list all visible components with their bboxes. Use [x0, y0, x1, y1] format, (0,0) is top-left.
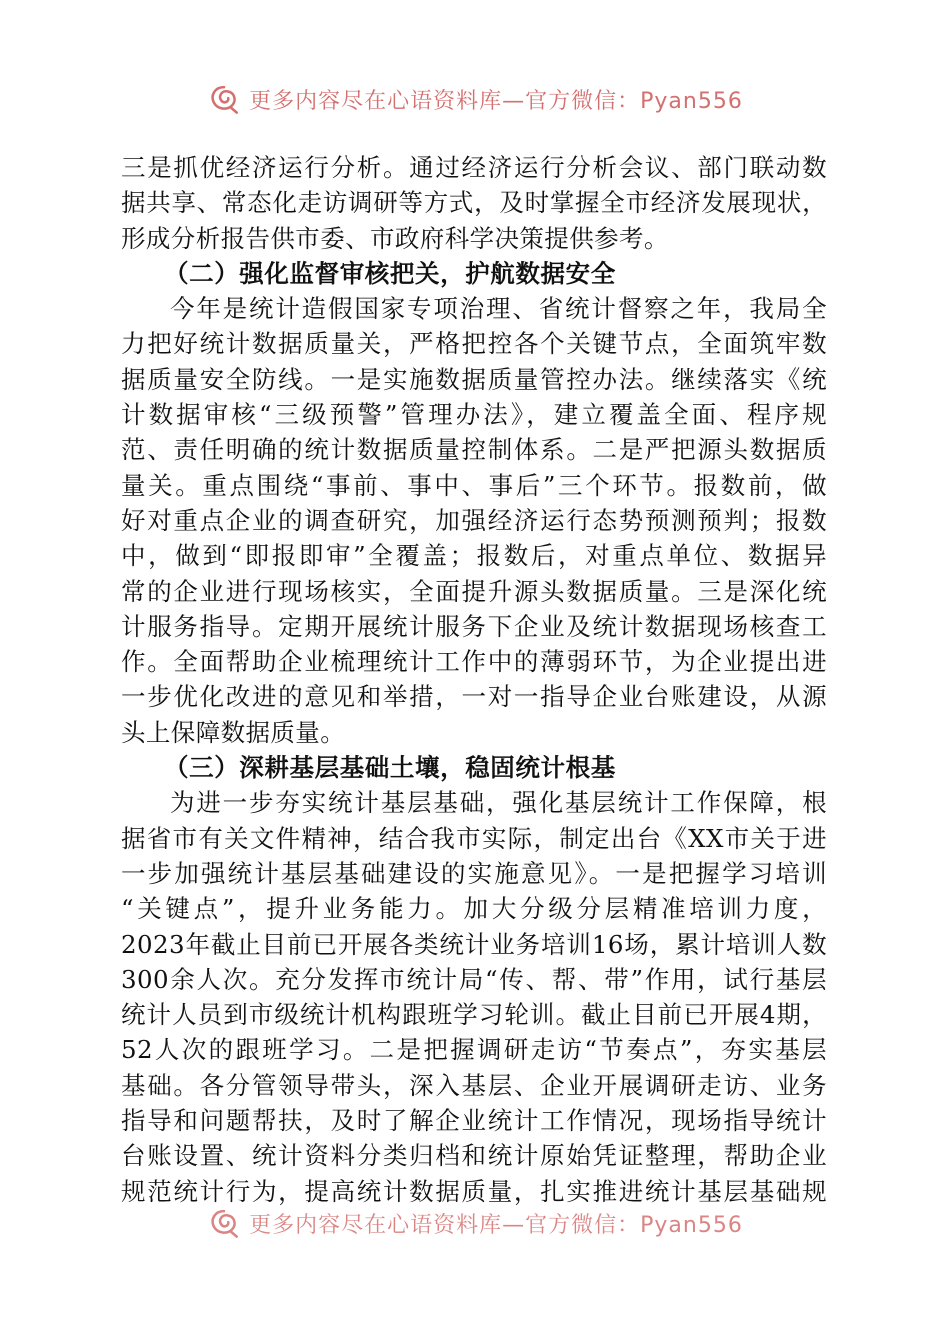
paragraph: [121, 785, 827, 1209]
paragraph: [121, 291, 827, 750]
text-line: 2023年截止目前已开展各类统计业务培训16场，累计培训人数: [121, 929, 827, 959]
section-heading-2: （二）强化监督审核把关，护航数据安全: [164, 258, 616, 288]
text-line: 今年是统计造假国家专项治理、省统计督察之年，我局全: [170, 294, 827, 324]
header-watermark: [0, 82, 950, 116]
text-line: 三是抓优经济运行分析。通过经济运行分析会议、部门联动数: [121, 153, 827, 182]
text-line: 力把好统计数据质量关，严格把控各个关键节点，全面筑牢数: [121, 329, 827, 359]
text-line: 计服务指导。定期开展统计服务下企业及统计数据现场核查工: [121, 611, 827, 641]
text-line: 台账设置、统计资料分类归档和统计原始凭证整理，帮助企业: [121, 1141, 827, 1171]
text-line: 据质量安全防线。一是实施数据质量管控办法。继续落实《统: [121, 364, 827, 394]
text-line: 基础。各分管领导带头，深入基层、企业开展调研走访、业务: [121, 1070, 827, 1100]
text-line: 头上保障数据质量。: [121, 717, 346, 747]
text-line: 52人次的跟班学习。二是把握调研走访“节奏点”，夯实基层: [121, 1035, 827, 1065]
text-line: 好对重点企业的调查研究，加强经济运行态势预测预判；报数: [121, 505, 827, 535]
text-line: 一步优化改进的意见和举措，一对一指导企业台账建设，从源: [121, 682, 827, 712]
text-line: “关键点”，提升业务能力。加大分级分层精准培训力度，: [121, 894, 827, 924]
text-line: 指导和问题帮扶，及时了解企业统计工作情况，现场指导统计: [121, 1106, 827, 1136]
text-line: 中，做到“即报即审”全覆盖；报数后，对重点单位、数据异: [121, 541, 827, 571]
text-line: 计数据审核“三级预警”管理办法》，建立覆盖全面、程序规: [121, 400, 827, 430]
text-line: 据共享、常态化走访调研等方式，及时掌握全市经济发展现状，: [121, 188, 827, 218]
footer-watermark: [0, 1206, 950, 1240]
text-line: 为进一步夯实统计基层基础，强化基层统计工作保障，根: [170, 788, 827, 818]
watermark-text: 更多内容尽在心语资料库—官方微信：Pyan556: [249, 88, 743, 114]
text-line: 一步加强统计基层基础建设的实施意见》。一是把握学习培训: [121, 858, 827, 888]
text-line: 作。全面帮助企业梳理统计工作中的薄弱环节，为企业提出进: [121, 647, 827, 677]
text-line: 据省市有关文件精神，结合我市实际，制定出台《XX市关于进: [121, 823, 827, 853]
text-line: 常的企业进行现场核实，全面提升源头数据质量。三是深化统: [121, 576, 827, 606]
text-line: 300余人次。充分发挥市统计局“传、帮、带”作用，试行基层: [121, 964, 827, 994]
watermark-text: 更多内容尽在心语资料库—官方微信：Pyan556: [249, 1212, 743, 1238]
section-heading-3: （三）深耕基层基础土壤，稳固统计根基: [164, 753, 616, 783]
text-line: 规范统计行为，提高统计数据质量，扎实推进统计基层基础规: [121, 1176, 827, 1206]
text-line: 范、责任明确的统计数据质量控制体系。二是严把源头数据质: [121, 435, 827, 465]
text-line: 统计人员到市级统计机构跟班学习轮训。截止目前已开展4期，: [121, 1000, 827, 1030]
watermark-logo-icon: [207, 82, 241, 116]
text-line: 形成分析报告供市委、市政府科学决策提供参考。: [121, 223, 669, 253]
text-line: 量关。重点围绕“事前、事中、事后”三个环节。报数前，做: [121, 470, 827, 500]
document-body: [121, 150, 827, 1209]
paragraph: [121, 150, 827, 256]
watermark-logo-icon: [207, 1206, 241, 1240]
